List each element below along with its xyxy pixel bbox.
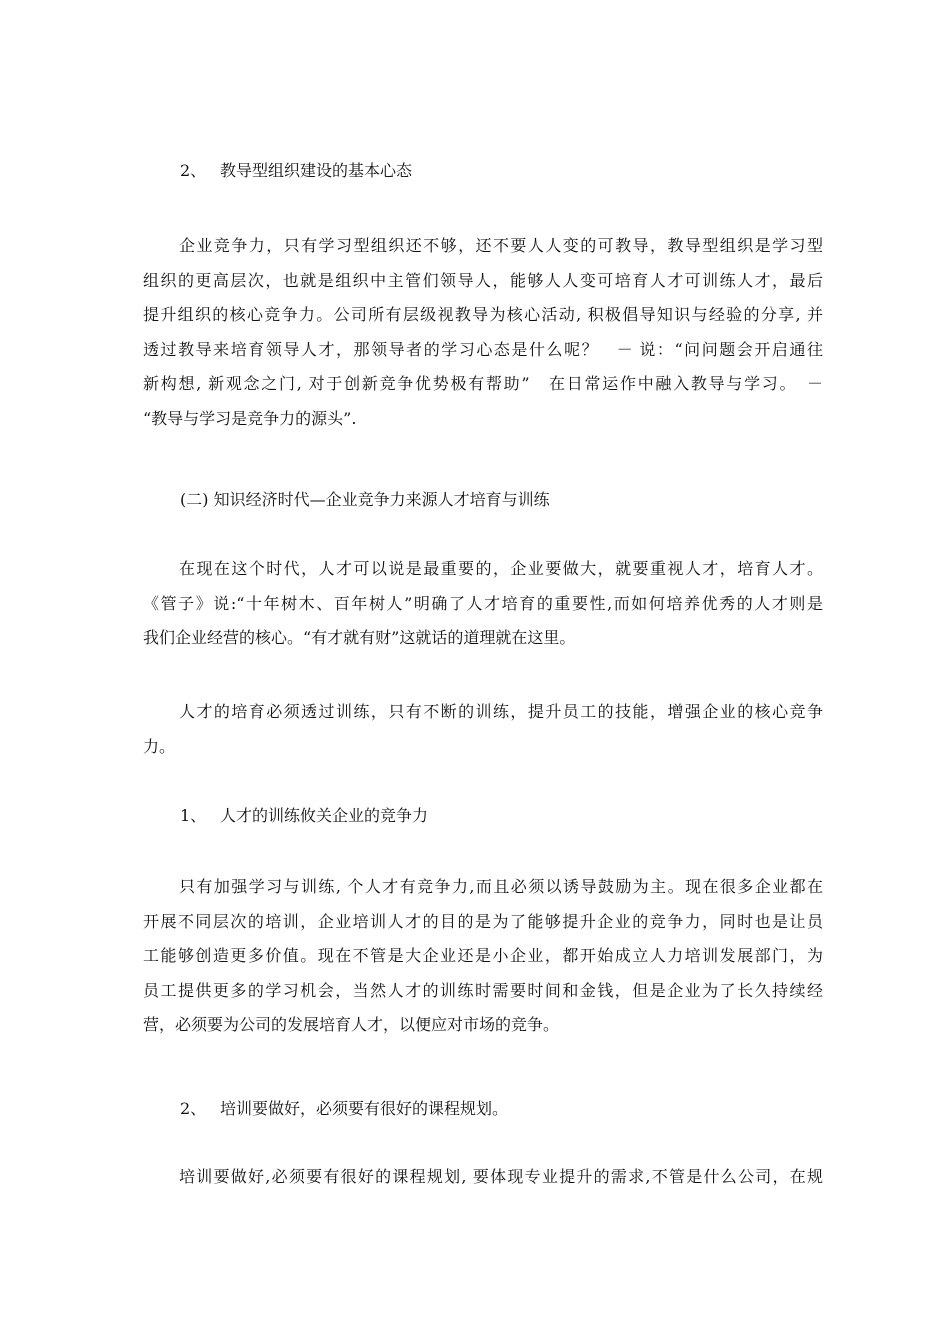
paragraph-line: 透过教导来培育领导人才，那领导者的学习心态是什么呢？ － 说：“问问题会开启通往 [143, 339, 823, 359]
paragraph-line: 《管子》说:“十年树木、百年树人”明确了人才培育的重要性,而如何培养优秀的人才则是 [143, 593, 823, 613]
paragraph-line: 工能够创造更多价值。现在不管是大企业还是小企业，都开始成立人力培训发展部门，为 [143, 946, 823, 965]
paragraph-line: 培训要做好,必须要有很好的课程规划, 要体现专业提升的需求,不管是什么公司，在规 [179, 1167, 823, 1186]
heading-text: (二) 知识经济时代—企业竞争力来源人才培育与训练 [180, 490, 550, 509]
section-heading-2 [180, 154, 412, 188]
section-heading-knowledge-economy [180, 483, 550, 517]
paragraph-line: 人才的培育必须透过训练，只有不断的训练，提升员工的技能，增强企业的核心竞争 [179, 702, 823, 721]
paragraph-line: 企业竞争力，只有学习型组织还不够，还不要人人变的可教导，教导型组织是学习型 [179, 236, 823, 255]
section-heading-1 [180, 799, 428, 833]
paragraph-line: 组织的更高层次，也就是组织中主管们领导人，能够人人变可培育人才可训练人才，最后 [143, 270, 823, 290]
paragraph-line: 在现在这个时代，人才可以说是最重要的，企业要做大，就要重视人才，培育人才。 [179, 559, 823, 578]
paragraph-talent-importance [143, 552, 823, 656]
paragraph-line: 员工提供更多的学习机会，当然人才的训练时需要时间和金钱，但是企业为了长久持续经 [143, 980, 823, 1000]
paragraph-line: “教导与学习是竞争力的源头”. [143, 408, 357, 428]
heading-number: 2、 [180, 161, 207, 180]
paragraph-line: 新构想, 新观念之门, 对于创新竞争优势极有帮助” 在日常运作中融入教导与学习。 － [143, 374, 823, 393]
paragraph-line: 力。 [143, 736, 176, 756]
paragraph-course-planning [143, 1160, 823, 1195]
heading-number: 2、 [180, 1099, 207, 1118]
paragraph-talent-training [143, 695, 823, 764]
paragraph-line: 只有加强学习与训练, 个人才有竞争力,而且必须以诱导鼓励为主。现在很多企业都在 [179, 877, 823, 896]
paragraph-line: 我们企业经营的核心。“有才就有财”这就话的道理就在这里。 [143, 628, 576, 647]
paragraph-line: 开展不同层次的培训，企业培训人才的目的是为了能够提升企业的竞争力，同时也是让员 [143, 911, 823, 931]
paragraph-line: 提升组织的核心竞争力。公司所有层级视教导为核心活动, 积极倡导知识与经验的分享, 并 [143, 305, 823, 324]
heading-text: 人才的训练攸关企业的竞争力 [220, 806, 429, 825]
heading-text: 培训要做好，必须要有很好的课程规划。 [220, 1099, 509, 1118]
paragraph-training-competitiveness [143, 870, 823, 1043]
heading-text: 教导型组织建设的基本心态 [220, 161, 413, 180]
section-heading-2b [180, 1092, 508, 1126]
heading-number: 1、 [180, 806, 207, 825]
paragraph-line: 营，必须要为公司的发展培育人才，以便应对市场的竞争。 [143, 1015, 560, 1034]
paragraph-teaching-organization [143, 229, 823, 436]
